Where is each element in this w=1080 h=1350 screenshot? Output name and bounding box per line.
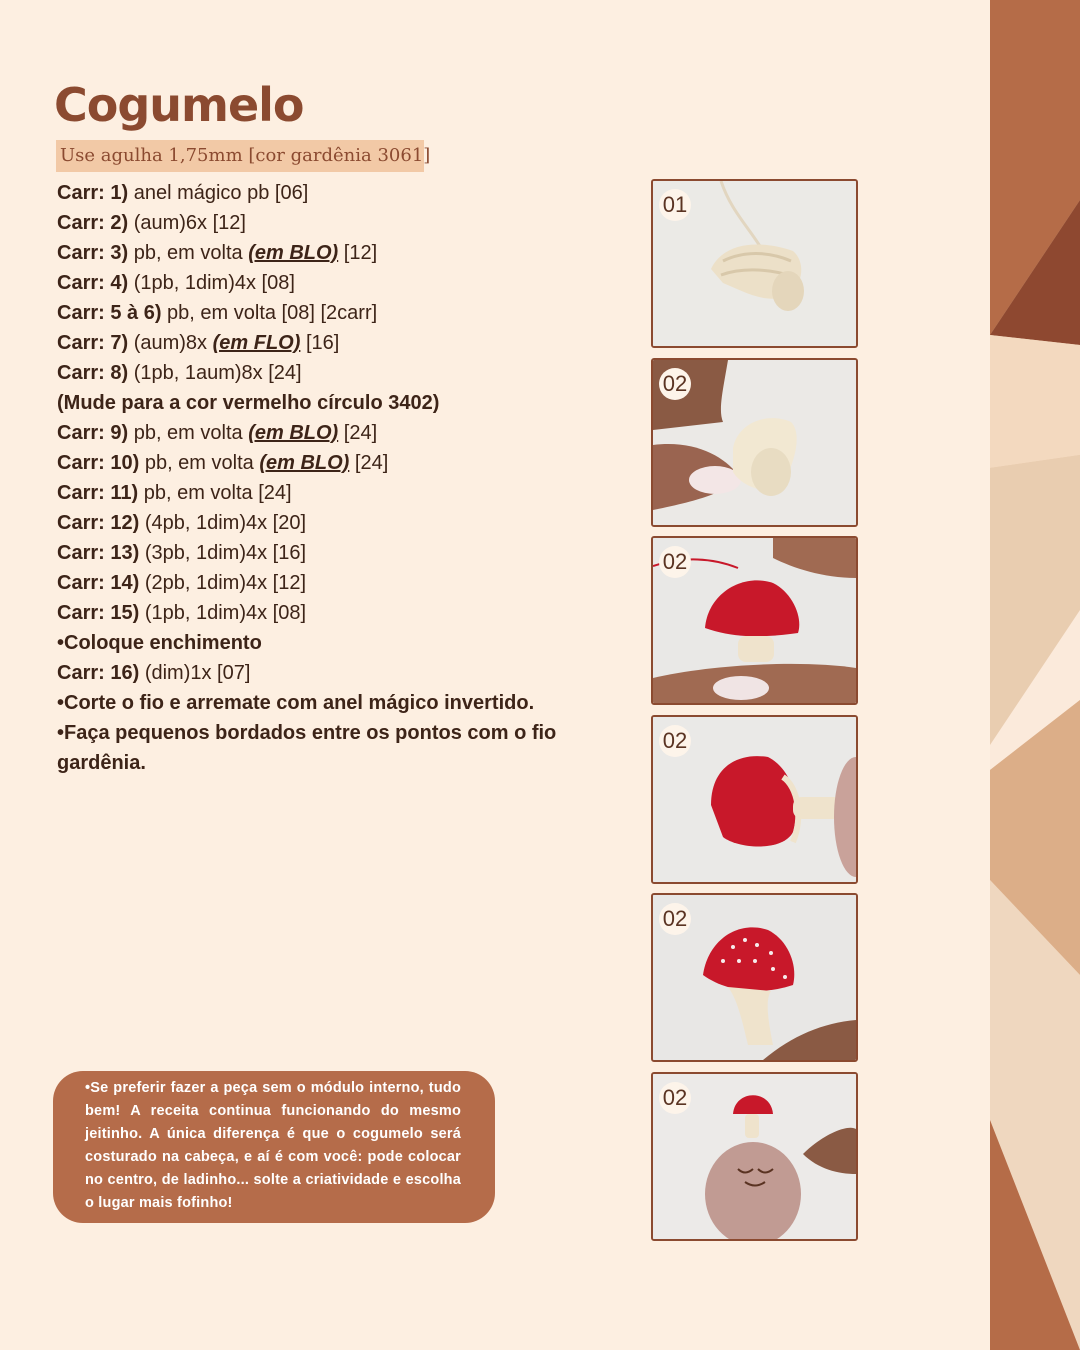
row-pre: (dim)1x [07] <box>139 662 251 684</box>
row-label: Carr: 13) <box>57 542 140 564</box>
row-post: [12] <box>338 242 378 264</box>
row-label: Carr: 4) <box>57 272 129 294</box>
page-title: Cogumelo <box>54 78 304 132</box>
row-pre: pb, em volta [24] <box>138 482 292 504</box>
step-badge: 01 <box>659 189 691 221</box>
pattern-row <box>57 508 617 538</box>
row-pre: pb, em volta <box>128 242 249 264</box>
row-label: Carr: 10) <box>57 452 140 474</box>
row-label: (Mude para a cor vermelho círculo 3402) <box>57 392 440 414</box>
pattern-row <box>57 478 617 508</box>
row-hl: (em BLO) <box>248 422 339 444</box>
photo-step-6 <box>651 1072 858 1241</box>
row-pre: (1pb, 1aum)8x [24] <box>128 362 302 384</box>
row-pre: (aum)6x [12] <box>128 212 246 234</box>
step-badge: 02 <box>659 903 691 935</box>
pattern-row <box>57 598 617 628</box>
decorative-side-band <box>990 0 1080 1350</box>
row-hl: (em BLO) <box>248 242 339 264</box>
row-label: Carr: 2) <box>57 212 129 234</box>
row-post: [24] <box>349 452 389 474</box>
row-label: Carr: 14) <box>57 572 140 594</box>
row-label: •Faça pequenos bordados entre os pontos com o fio gardênia. <box>57 722 557 774</box>
pattern-row <box>57 448 617 478</box>
pattern-row <box>57 388 617 418</box>
step-badge: 02 <box>659 546 691 578</box>
pattern-row <box>57 358 617 388</box>
step-badge: 02 <box>659 725 691 757</box>
row-label: Carr: 11) <box>57 482 139 504</box>
row-hl: (em FLO) <box>212 332 301 354</box>
row-pre: (1pb, 1dim)4x [08] <box>139 602 307 624</box>
pattern-row <box>57 628 617 658</box>
row-pre: (1pb, 1dim)4x [08] <box>128 272 295 294</box>
step-badge: 02 <box>659 1082 691 1114</box>
row-label: Carr: 16) <box>57 662 140 684</box>
row-pre: pb, em volta [08] [2carr] <box>161 302 378 324</box>
photo-step-4 <box>651 715 858 884</box>
step-badge: 02 <box>659 368 691 400</box>
row-label: Carr: 7) <box>57 332 129 354</box>
row-post: [24] <box>338 422 378 444</box>
row-label: •Coloque enchimento <box>57 632 262 654</box>
photo-step-5 <box>651 893 858 1062</box>
pattern-row <box>57 688 617 718</box>
photo-steps <box>651 179 858 1251</box>
pattern-row <box>57 418 617 448</box>
pattern-row <box>57 328 617 358</box>
photo-step-2 <box>651 358 858 527</box>
pattern-row <box>57 298 617 328</box>
pattern-row <box>57 268 617 298</box>
row-pre: (3pb, 1dim)4x [16] <box>139 542 307 564</box>
row-post: [16] <box>300 332 340 354</box>
pattern-row <box>57 208 617 238</box>
row-label: Carr: 12) <box>57 512 140 534</box>
pattern-row <box>57 538 617 568</box>
tip-box: •Se preferir fazer a peça sem o módulo interno, tudo bem! A receita continua funcionando do mesmo jeitinho. A única diferença é que o cogumelo será costurado na cabeça, e aí é com você: pode colocar no centro, de ladinho... solte a criatividade e escolha o lugar mais fofinho! <box>53 1071 495 1223</box>
row-label: Carr: 8) <box>57 362 129 384</box>
row-hl: (em BLO) <box>259 452 350 474</box>
row-pre: pb, em volta <box>128 422 249 444</box>
pattern-row <box>57 568 617 598</box>
pattern-rows <box>57 178 617 778</box>
row-label: Carr: 9) <box>57 422 129 444</box>
row-pre: pb, em volta <box>139 452 260 474</box>
row-pre: (aum)8x <box>128 332 213 354</box>
pattern-row <box>57 178 617 208</box>
photo-step-3 <box>651 536 858 705</box>
row-pre: (4pb, 1dim)4x [20] <box>139 512 307 534</box>
row-pre: anel mágico pb [06] <box>128 182 309 204</box>
row-label: Carr: 15) <box>57 602 140 624</box>
pattern-row <box>57 658 617 688</box>
row-label: Carr: 1) <box>57 182 129 204</box>
row-label: Carr: 5 à 6) <box>57 302 162 324</box>
photo-step-1 <box>651 179 858 348</box>
needle-color-note: Use agulha 1,75mm [cor gardênia 3061] <box>56 140 424 172</box>
pattern-row <box>57 238 617 268</box>
pattern-row <box>57 718 617 778</box>
row-label: •Corte o fio e arremate com anel mágico invertido. <box>57 692 535 714</box>
row-pre: (2pb, 1dim)4x [12] <box>139 572 307 594</box>
row-label: Carr: 3) <box>57 242 129 264</box>
